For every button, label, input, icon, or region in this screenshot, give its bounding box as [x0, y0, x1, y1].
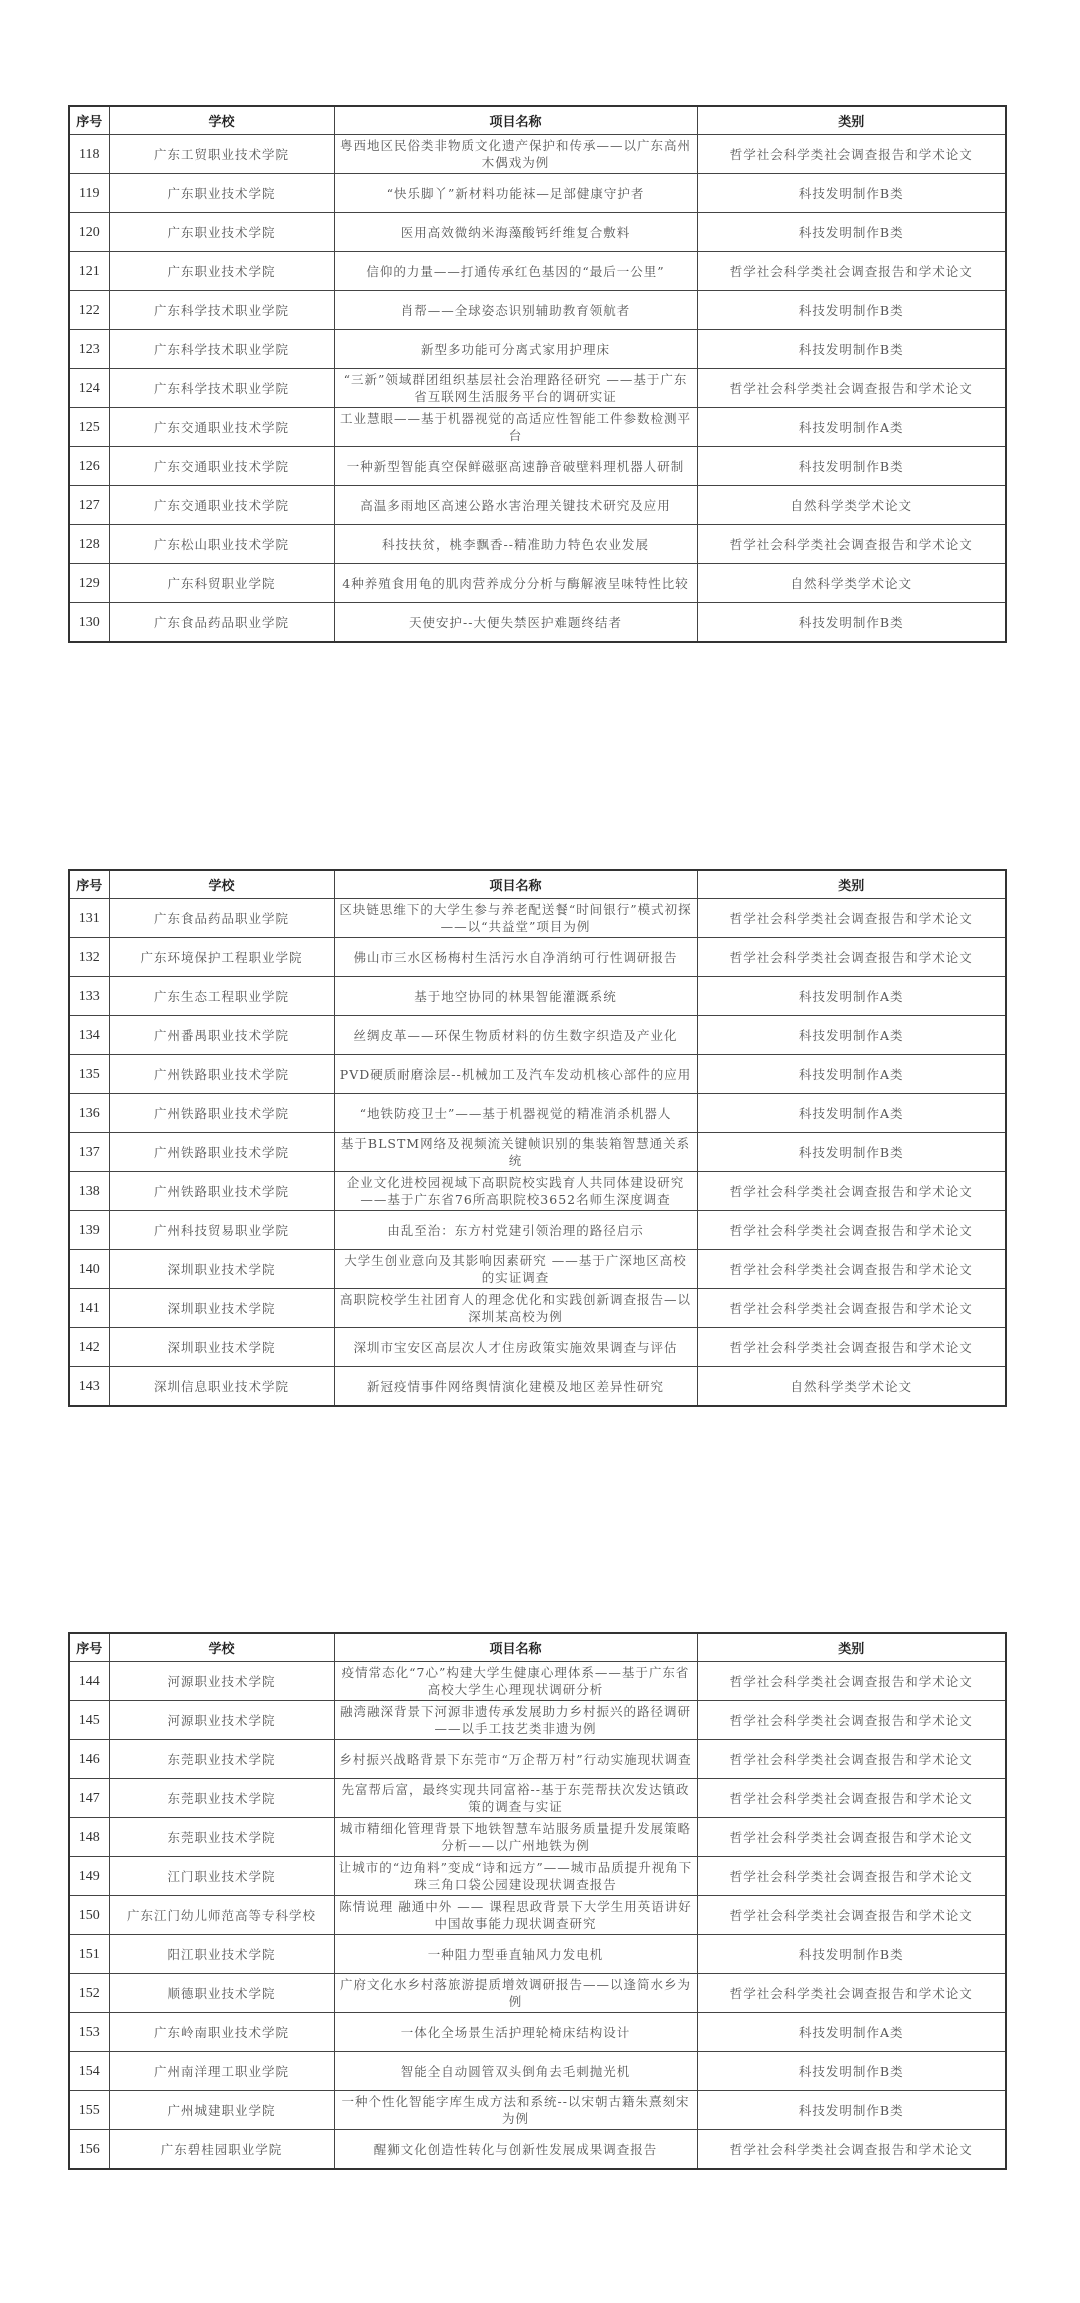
table-row [69, 2091, 1006, 2130]
cell-no: 123 [69, 330, 109, 369]
cell-category: 哲学社会科学类社会调查报告和学术论文 [697, 1974, 1006, 2013]
cell-category: 科技发明制作B类 [697, 2052, 1006, 2091]
cell-no: 119 [69, 174, 109, 213]
cell-no: 156 [69, 2130, 109, 2170]
cell-school: 广东食品药品职业学院 [109, 899, 334, 938]
cell-project: 佛山市三水区杨梅村生活污水自净消纳可行性调研报告 [334, 938, 697, 977]
cell-project: 基于地空协同的林果智能灌溉系统 [334, 977, 697, 1016]
cell-category: 哲学社会科学类社会调查报告和学术论文 [697, 938, 1006, 977]
table-row [69, 1779, 1006, 1818]
table-row [69, 447, 1006, 486]
table-row [69, 1367, 1006, 1407]
cell-no: 134 [69, 1016, 109, 1055]
cell-project: 大学生创业意向及其影响因素研究 ——基于广深地区高校的实证调查 [334, 1250, 697, 1289]
cell-no: 144 [69, 1662, 109, 1701]
cell-school: 广东科贸职业学院 [109, 564, 334, 603]
header-school: 学校 [109, 106, 334, 135]
table-row [69, 408, 1006, 447]
cell-category: 科技发明制作A类 [697, 2013, 1006, 2052]
cell-category: 自然科学类学术论文 [697, 486, 1006, 525]
cell-no: 145 [69, 1701, 109, 1740]
cell-school: 广东食品药品职业学院 [109, 603, 334, 643]
results-table-1 [68, 105, 1007, 643]
cell-category: 哲学社会科学类社会调查报告和学术论文 [697, 899, 1006, 938]
cell-no: 135 [69, 1055, 109, 1094]
cell-no: 136 [69, 1094, 109, 1133]
cell-project: 高温多雨地区高速公路水害治理关键技术研究及应用 [334, 486, 697, 525]
cell-no: 131 [69, 899, 109, 938]
results-table-3 [68, 1632, 1007, 2170]
cell-category: 哲学社会科学类社会调查报告和学术论文 [697, 1779, 1006, 1818]
cell-category: 科技发明制作A类 [697, 408, 1006, 447]
cell-school: 广东职业技术学院 [109, 213, 334, 252]
header-project: 项目名称 [334, 1633, 697, 1662]
table-row [69, 938, 1006, 977]
cell-project: 融湾融深背景下河源非遗传承发展助力乡村振兴的路径调研——以手工技艺类非遗为例 [334, 1701, 697, 1740]
cell-project: 广府文化水乡村落旅游提质增效调研报告——以逢简水乡为例 [334, 1974, 697, 2013]
table-row [69, 525, 1006, 564]
cell-category: 哲学社会科学类社会调查报告和学术论文 [697, 1740, 1006, 1779]
cell-school: 深圳信息职业技术学院 [109, 1367, 334, 1407]
cell-project: 一种阻力型垂直轴风力发电机 [334, 1935, 697, 1974]
cell-project: 一种个性化智能字库生成方法和系统--以宋朝古籍朱熹刻宋为例 [334, 2091, 697, 2130]
cell-project: 疫情常态化“7心”构建大学生健康心理体系——基于广东省高校大学生心理现状调研分析 [334, 1662, 697, 1701]
cell-school: 广东科学技术职业学院 [109, 369, 334, 408]
cell-school: 广东交通职业技术学院 [109, 486, 334, 525]
cell-category: 科技发明制作B类 [697, 213, 1006, 252]
table-row [69, 1701, 1006, 1740]
table-row [69, 977, 1006, 1016]
cell-school: 广东环境保护工程职业学院 [109, 938, 334, 977]
cell-school: 广东职业技术学院 [109, 174, 334, 213]
cell-project: 陈情说理 融通中外 —— 课程思政背景下大学生用英语讲好中国故事能力现状调查研究 [334, 1896, 697, 1935]
cell-school: 广州南洋理工职业学院 [109, 2052, 334, 2091]
cell-no: 143 [69, 1367, 109, 1407]
cell-school: 广东岭南职业技术学院 [109, 2013, 334, 2052]
cell-school: 广东江门幼儿师范高等专科学校 [109, 1896, 334, 1935]
cell-no: 118 [69, 135, 109, 174]
table-row [69, 1857, 1006, 1896]
table-row [69, 1662, 1006, 1701]
cell-category: 哲学社会科学类社会调查报告和学术论文 [697, 525, 1006, 564]
cell-school: 广东生态工程职业学院 [109, 977, 334, 1016]
cell-project: 一种新型智能真空保鲜磁驱高速静音破壁料理机器人研制 [334, 447, 697, 486]
cell-category: 科技发明制作B类 [697, 1935, 1006, 1974]
cell-category: 哲学社会科学类社会调查报告和学术论文 [697, 1172, 1006, 1211]
cell-school: 广州铁路职业技术学院 [109, 1055, 334, 1094]
table-row [69, 1172, 1006, 1211]
cell-category: 科技发明制作B类 [697, 1133, 1006, 1172]
cell-project: “地铁防疫卫士”——基于机器视觉的精准消杀机器人 [334, 1094, 697, 1133]
table-row [69, 1250, 1006, 1289]
cell-school: 深圳职业技术学院 [109, 1289, 334, 1328]
table-row [69, 252, 1006, 291]
header-no: 序号 [69, 870, 109, 899]
cell-category: 哲学社会科学类社会调查报告和学术论文 [697, 1211, 1006, 1250]
cell-no: 127 [69, 486, 109, 525]
header-project: 项目名称 [334, 870, 697, 899]
cell-project: 让城市的“边角料”变成“诗和远方”——城市品质提升视角下珠三角口袋公园建设现状调查报告 [334, 1857, 697, 1896]
header-category: 类别 [697, 870, 1006, 899]
cell-school: 广东碧桂园职业学院 [109, 2130, 334, 2170]
cell-category: 科技发明制作A类 [697, 1094, 1006, 1133]
table-header-row [69, 1633, 1006, 1662]
cell-category: 哲学社会科学类社会调查报告和学术论文 [697, 369, 1006, 408]
cell-no: 154 [69, 2052, 109, 2091]
cell-no: 137 [69, 1133, 109, 1172]
cell-school: 深圳职业技术学院 [109, 1250, 334, 1289]
cell-category: 哲学社会科学类社会调查报告和学术论文 [697, 252, 1006, 291]
header-no: 序号 [69, 1633, 109, 1662]
cell-project: 医用高效微纳米海藻酸钙纤维复合敷料 [334, 213, 697, 252]
table-row [69, 603, 1006, 643]
cell-category: 科技发明制作B类 [697, 291, 1006, 330]
cell-project: 基于BLSTM网络及视频流关键帧识别的集装箱智慧通关系统 [334, 1133, 697, 1172]
cell-project: 丝绸皮革——环保生物质材料的仿生数字织造及产业化 [334, 1016, 697, 1055]
cell-school: 东莞职业技术学院 [109, 1740, 334, 1779]
cell-no: 146 [69, 1740, 109, 1779]
table-row [69, 1211, 1006, 1250]
cell-project: 智能全自动圆管双头倒角去毛刺抛光机 [334, 2052, 697, 2091]
table-row [69, 1935, 1006, 1974]
table-row [69, 1818, 1006, 1857]
table-row [69, 2130, 1006, 2170]
header-school: 学校 [109, 870, 334, 899]
cell-school: 东莞职业技术学院 [109, 1818, 334, 1857]
cell-category: 科技发明制作A类 [697, 977, 1006, 1016]
cell-no: 129 [69, 564, 109, 603]
cell-school: 广东交通职业技术学院 [109, 447, 334, 486]
cell-no: 147 [69, 1779, 109, 1818]
cell-project: 先富帮后富，最终实现共同富裕--基于东莞帮扶次发达镇政策的调查与实证 [334, 1779, 697, 1818]
cell-project: “三新”领域群团组织基层社会治理路径研究 ——基于广东省互联网生活服务平台的调研实证 [334, 369, 697, 408]
cell-no: 151 [69, 1935, 109, 1974]
cell-category: 哲学社会科学类社会调查报告和学术论文 [697, 1289, 1006, 1328]
cell-school: 广州铁路职业技术学院 [109, 1172, 334, 1211]
cell-category: 自然科学类学术论文 [697, 1367, 1006, 1407]
cell-no: 150 [69, 1896, 109, 1935]
cell-school: 阳江职业技术学院 [109, 1935, 334, 1974]
table-header-row [69, 870, 1006, 899]
header-category: 类别 [697, 1633, 1006, 1662]
cell-category: 科技发明制作B类 [697, 2091, 1006, 2130]
cell-no: 153 [69, 2013, 109, 2052]
cell-category: 哲学社会科学类社会调查报告和学术论文 [697, 2130, 1006, 2170]
table-row [69, 369, 1006, 408]
cell-school: 顺德职业技术学院 [109, 1974, 334, 2013]
header-project: 项目名称 [334, 106, 697, 135]
cell-category: 哲学社会科学类社会调查报告和学术论文 [697, 1818, 1006, 1857]
cell-category: 科技发明制作A类 [697, 1055, 1006, 1094]
cell-no: 130 [69, 603, 109, 643]
cell-category: 哲学社会科学类社会调查报告和学术论文 [697, 1701, 1006, 1740]
table-row [69, 1016, 1006, 1055]
cell-project: 科技扶贫，桃李飘香--精准助力特色农业发展 [334, 525, 697, 564]
cell-no: 149 [69, 1857, 109, 1896]
cell-school: 广东职业技术学院 [109, 252, 334, 291]
cell-no: 152 [69, 1974, 109, 2013]
cell-no: 122 [69, 291, 109, 330]
table-row [69, 213, 1006, 252]
cell-project: 一体化全场景生活护理轮椅床结构设计 [334, 2013, 697, 2052]
cell-no: 139 [69, 1211, 109, 1250]
cell-school: 广东工贸职业技术学院 [109, 135, 334, 174]
header-no: 序号 [69, 106, 109, 135]
cell-project: 高职院校学生社团育人的理念优化和实践创新调查报告—以深圳某高校为例 [334, 1289, 697, 1328]
table-row [69, 291, 1006, 330]
cell-project: 企业文化进校园视域下高职院校实践育人共同体建设研究——基于广东省76所高职院校3652名师生深度调查 [334, 1172, 697, 1211]
cell-project: 信仰的力量——打通传承红色基因的“最后一公里” [334, 252, 697, 291]
table-row [69, 1896, 1006, 1935]
header-category: 类别 [697, 106, 1006, 135]
cell-no: 155 [69, 2091, 109, 2130]
table-row [69, 1094, 1006, 1133]
cell-no: 124 [69, 369, 109, 408]
table-row [69, 1055, 1006, 1094]
cell-school: 广州科技贸易职业学院 [109, 1211, 334, 1250]
cell-no: 133 [69, 977, 109, 1016]
cell-category: 哲学社会科学类社会调查报告和学术论文 [697, 1896, 1006, 1935]
cell-school: 广东科学技术职业学院 [109, 330, 334, 369]
cell-no: 141 [69, 1289, 109, 1328]
cell-project: 乡村振兴战略背景下东莞市“万企帮万村”行动实施现状调查 [334, 1740, 697, 1779]
table-row [69, 564, 1006, 603]
table-row [69, 1974, 1006, 2013]
cell-project: 深圳市宝安区高层次人才住房政策实施效果调查与评估 [334, 1328, 697, 1367]
table-row [69, 1133, 1006, 1172]
cell-project: “快乐脚丫”新材料功能袜—足部健康守护者 [334, 174, 697, 213]
cell-project: 城市精细化管理背景下地铁智慧车站服务质量提升发展策略分析——以广州地铁为例 [334, 1818, 697, 1857]
cell-category: 哲学社会科学类社会调查报告和学术论文 [697, 1328, 1006, 1367]
cell-school: 河源职业技术学院 [109, 1662, 334, 1701]
cell-project: 由乱至治：东方村党建引领治理的路径启示 [334, 1211, 697, 1250]
cell-no: 148 [69, 1818, 109, 1857]
cell-school: 江门职业技术学院 [109, 1857, 334, 1896]
cell-category: 哲学社会科学类社会调查报告和学术论文 [697, 1662, 1006, 1701]
cell-project: 醒狮文化创造性转化与创新性发展成果调查报告 [334, 2130, 697, 2170]
cell-category: 哲学社会科学类社会调查报告和学术论文 [697, 1857, 1006, 1896]
cell-project: 新型多功能可分离式家用护理床 [334, 330, 697, 369]
cell-no: 138 [69, 1172, 109, 1211]
table-row [69, 899, 1006, 938]
table-row [69, 2052, 1006, 2091]
cell-no: 121 [69, 252, 109, 291]
table-row [69, 486, 1006, 525]
cell-no: 126 [69, 447, 109, 486]
cell-no: 132 [69, 938, 109, 977]
cell-category: 科技发明制作B类 [697, 330, 1006, 369]
table-row [69, 135, 1006, 174]
cell-school: 东莞职业技术学院 [109, 1779, 334, 1818]
cell-no: 125 [69, 408, 109, 447]
table-row [69, 1740, 1006, 1779]
table-row [69, 2013, 1006, 2052]
header-school: 学校 [109, 1633, 334, 1662]
cell-category: 哲学社会科学类社会调查报告和学术论文 [697, 1250, 1006, 1289]
table-header-row [69, 106, 1006, 135]
cell-school: 河源职业技术学院 [109, 1701, 334, 1740]
cell-category: 科技发明制作B类 [697, 174, 1006, 213]
cell-school: 深圳职业技术学院 [109, 1328, 334, 1367]
results-table-2 [68, 869, 1007, 1407]
cell-category: 科技发明制作B类 [697, 447, 1006, 486]
table-row [69, 174, 1006, 213]
cell-school: 广州铁路职业技术学院 [109, 1133, 334, 1172]
cell-category: 科技发明制作A类 [697, 1016, 1006, 1055]
cell-project: 工业慧眼——基于机器视觉的高适应性智能工件参数检测平台 [334, 408, 697, 447]
cell-project: 新冠疫情事件网络舆情演化建模及地区差异性研究 [334, 1367, 697, 1407]
cell-category: 科技发明制作B类 [697, 603, 1006, 643]
cell-school: 广州城建职业学院 [109, 2091, 334, 2130]
cell-category: 自然科学类学术论文 [697, 564, 1006, 603]
cell-no: 142 [69, 1328, 109, 1367]
cell-school: 广州铁路职业技术学院 [109, 1094, 334, 1133]
cell-no: 120 [69, 213, 109, 252]
cell-school: 广州番禺职业技术学院 [109, 1016, 334, 1055]
cell-project: 天使安护--大便失禁医护难题终结者 [334, 603, 697, 643]
table-row [69, 1289, 1006, 1328]
cell-project: PVD硬质耐磨涂层--机械加工及汽车发动机核心部件的应用 [334, 1055, 697, 1094]
table-row [69, 1328, 1006, 1367]
cell-school: 广东交通职业技术学院 [109, 408, 334, 447]
cell-school: 广东科学技术职业学院 [109, 291, 334, 330]
cell-project: 粤西地区民俗类非物质文化遗产保护和传承——以广东高州木偶戏为例 [334, 135, 697, 174]
cell-school: 广东松山职业技术学院 [109, 525, 334, 564]
cell-no: 128 [69, 525, 109, 564]
table-row [69, 330, 1006, 369]
cell-project: 肖帮——全球姿态识别辅助教育领航者 [334, 291, 697, 330]
cell-project: 区块链思维下的大学生参与养老配送餐“时间银行”模式初探 ——以“共益堂”项目为例 [334, 899, 697, 938]
cell-category: 哲学社会科学类社会调查报告和学术论文 [697, 135, 1006, 174]
cell-no: 140 [69, 1250, 109, 1289]
cell-project: 4种养殖食用龟的肌肉营养成分分析与酶解液呈味特性比较 [334, 564, 697, 603]
